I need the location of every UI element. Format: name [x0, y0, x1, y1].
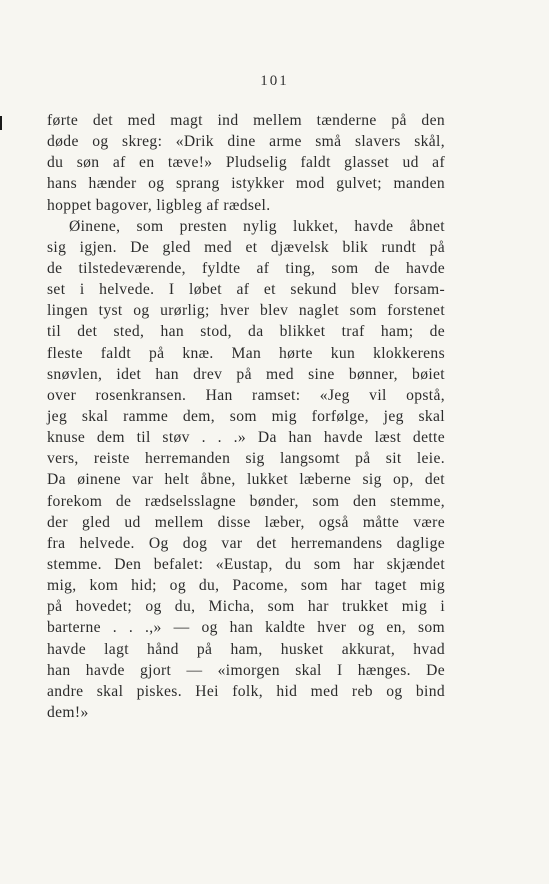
text-line: set i helvede. I løbet af et sekund blev forsam-	[47, 281, 445, 299]
text-line: han havde gjort — «imorgen skal I hænges. De	[47, 661, 445, 679]
text-line: til det sted, han stod, da blikket traf ham; de	[47, 323, 445, 341]
text-line: sig igjen. De gled med et djævelsk blik rundt på	[47, 238, 445, 256]
text-line: de tilstedeværende, fyldte af ting, som de havde	[47, 259, 445, 277]
text-line: over rosenkransen. Han ramset: «Jeg vil opstå,	[47, 386, 445, 404]
text-line: stemme. Den befalet: «Eustap, du som har skjændet	[47, 555, 445, 573]
text-line: dem!»	[47, 703, 89, 721]
text-line: snøvlen, idet han drev på med sine bønner, bøiet	[47, 365, 445, 383]
binding-mark	[0, 116, 2, 130]
text-line: lingen tyst og urørlig; hver blev naglet som forstenet	[47, 302, 445, 320]
text-line: førte det med magt ind mellem tænderne på den	[47, 112, 445, 129]
text-line: du søn af en tæve!» Pludselig faldt glasset ud af	[47, 154, 445, 172]
text-line: vers, reiste herremanden sig langsomt på sit leie.	[47, 450, 445, 468]
text-line: havde lagt hånd på ham, husket akkurat, hvad	[47, 640, 445, 658]
text-line: på hovedet; og du, Micha, som har trukket mig i	[47, 598, 445, 616]
body-text	[47, 110, 445, 723]
text-line: hoppet bagover, ligbleg af rædsel.	[47, 196, 271, 214]
text-line: barterne . . .,» — og han kaldte hver og en, som	[47, 619, 445, 637]
text-line: der gled ud mellem disse læber, også måtte være	[47, 513, 445, 531]
text-line: Da øinene var helt åbne, lukket læberne sig op, det	[47, 471, 445, 489]
text-line: døde og skreg: «Drik dine arme små slavers skål,	[47, 133, 445, 151]
text-line: andre skal piskes. Hei folk, hid med reb og bind	[47, 682, 445, 700]
text-line: mig, kom hid; og du, Pacome, som har taget mig	[47, 577, 445, 595]
text-line: jeg skal ramme dem, som mig forfølge, jeg skal	[47, 407, 445, 425]
text-line: fra helvede. Og dog var det herremandens daglige	[47, 534, 445, 552]
text-line: forekom de rædselsslagne bønder, som den stemme,	[47, 492, 445, 510]
text-line: knuse dem til støv . . .» Da han havde læst dette	[47, 429, 445, 447]
text-line: fleste faldt på knæ. Man hørte kun klokkerens	[47, 344, 445, 362]
text-line: hans hænder og sprang istykker mod gulvet; manden	[47, 175, 445, 193]
page-number: 101	[260, 73, 289, 89]
text-line: Øinene, som presten nylig lukket, havde åbnet	[69, 217, 445, 235]
